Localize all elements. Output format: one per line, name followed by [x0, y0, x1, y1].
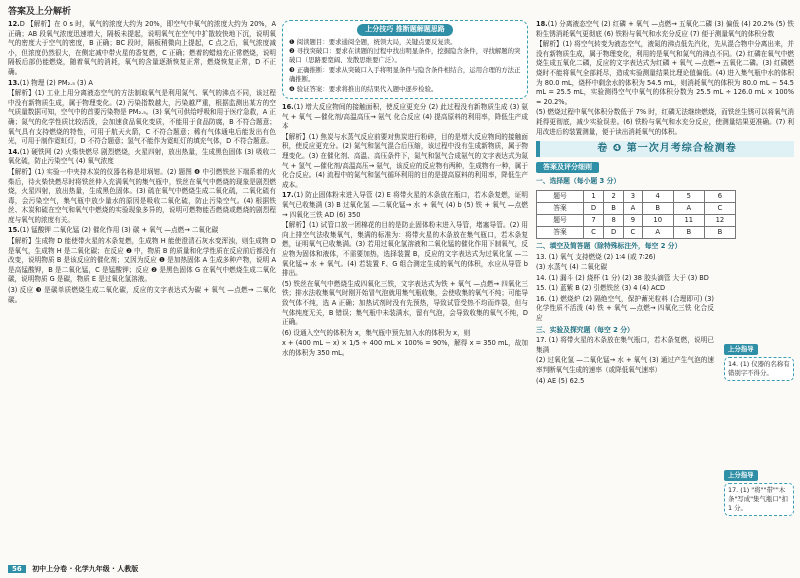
- answer-text: (1) 分离液态空气 (2) 红磷 + 氧气 —点燃→ 五氧化二磷 (3) 偏低 (4) 20.2% (5) 铁粉生锈消耗氧气更彻底 (6) 铁粉与氧气和水充分反应 (7) 便于测量氧气的体积分数: [536, 20, 794, 38]
- answer-paragraph: [536, 40, 794, 107]
- answer-paragraph: [282, 280, 528, 328]
- answer-line: (4) AE (5) 62.5: [536, 376, 585, 385]
- table-cell: 12: [704, 214, 735, 226]
- question-number: 18.: [536, 20, 548, 28]
- table-cell: 题号: [537, 190, 584, 202]
- table-cell: 4: [642, 190, 673, 202]
- table-cell: B: [673, 226, 704, 238]
- question-number: 14.: [8, 147, 20, 156]
- table-cell: B: [604, 202, 624, 214]
- fill-answers: [536, 253, 714, 324]
- answer-text: D 【解析】在 0 s 时，氧气的浓度大约为 20%，即空气中氧气的浓度大约为 20%，A 正确；AB 段氧气浓度迅速增大，隔板未提起，说明氧气在空气中扩散较快地下沉，说明氧气的密度大于空气的密度，B 正确；BC 段时，隔板稍微向上提起，C 点之后，氧气浓度减小，但浓度仍然很大，在侧定减中带火星的香复燃，C 正确；燃着的蜡烛充正常燃烧，说明隔板后部仍能燃烧，随着氧气的消耗，氧气的含量逐渐恢复正常，燃烧恢复正常，D 不正确。: [8, 20, 276, 76]
- answer-text: (5) 铁丝在氧气中燃烧生成四氧化三铁，文字表达式为铁 + 氧气 —点燃→ 四氧化三铁；排水法收集氧气时刚开始冒气泡就用集气瓶收集，会使收集的氧气不纯；可能导致气体不纯，选 A 正确；加热试剂时没有先预热，导致试管受热不均而炸裂，但与气体纯度无关，B 错误；集气瓶中未装满水，留有气泡，会导致收集的氧气不纯，D 正确。: [282, 279, 528, 327]
- exp-title: 三、实验及探究题（每空 2 分）: [536, 325, 634, 334]
- footer-text: 初中上分卷 · 化学九年级 · 人教版: [32, 565, 139, 573]
- answer-paragraph: [8, 148, 276, 167]
- table-row: [537, 190, 736, 202]
- tip-line: ❹ 验证答案：要求将推出的结果代入题中逐步检验。: [289, 84, 438, 93]
- answer-paragraph: [8, 89, 276, 147]
- answer-text: (3) 反应 ❸ 是碳单质燃烧生成二氧化碳，反应的文字表达式为碳 + 氧气 —点燃→ 二氧化碳。: [8, 286, 276, 304]
- answer-paragraph: [8, 286, 276, 305]
- tip-line: ❷ 寻找突破口：要求在读题的过程中找出明显条件，挖掘隐含条件，寻找解题的突破口（思路要宽阔、发散思维要广泛）。: [289, 47, 521, 65]
- side-note-1: [724, 344, 794, 381]
- answer-text: x + (400 mL − x) × 1/5 ÷ 400 mL × 100% = 90%，解得 x = 350 mL，故加水的体积为 350 mL。: [282, 339, 528, 357]
- answer-line: 14. (1) 漏斗 (2) 烧杯 (1 分) (2) 38 胶头滴管 大于 (3) BD: [536, 273, 709, 282]
- answer-line: 13. (1) 氧气 支持燃烧 (2) 1∶4 (或 7∶26): [536, 252, 656, 261]
- table-cell: 5: [673, 190, 704, 202]
- column-3-body: [536, 20, 794, 137]
- answer-text: (1) 防止固体粉末进入导管 (2) E 将带火星的木条放在瓶口，若木条复燃，证明氧气已收集满 (3) B 过氧化氢 —二氧化锰→ 水 + 氧气 (4) b (5) 铁 + 氧气 —点燃→ 四氧化三铁 AD (6) 350: [282, 191, 528, 219]
- answer-text: 【解析】生成物 D 能使带火星的木条复燃，生成物 H 能使澄清石灰水变浑浊，则生成物 D 是氧气，生成物 H 是二氧化碳；在反应 ❷ 中，物质 B 的质量和化学性质在反应前后都没有改变，说明物质 B 是该反应的催化剂；又因为反应 ❶ 是加热固体 A 生成多种产物，说明 A 是高锰酸钾，B 是二氧化锰，C 是锰酸钾；反应 ❷ 是黑色固体 G 在氧气中燃烧生成二氧化碳，说明物质 G 是碳，物质 E 是过氧化氢溶液。: [8, 237, 276, 284]
- answer-text: (1) 锰酸钾 二氧化锰 (2) 催化作用 (3) 碳 + 氧气 —点燃→ 二氧化碳: [19, 226, 219, 235]
- side-note-text: 14. (1) 仪器的名称有错别字不得分。: [724, 357, 794, 381]
- answer-paragraph: [282, 329, 528, 339]
- question-number: 17.: [282, 191, 294, 200]
- column-2: [282, 20, 528, 359]
- answer-table: [536, 190, 736, 239]
- answer-paragraph: [8, 168, 276, 226]
- answer-text: 【解析】(1) 工业上用分离液态空气的方法制取氧气是利用氮气、氧气的沸点不同，该过程中没有新物质生成，属于物理变化。(2) 污染指数越大，污染越严重，根据监测出某方的空气质量数据可知，空气中的首要污染物是 PM₂.₅。(3) 氧气可供给呼吸和用于医疗急救，A 正确；氮气的化学性质比较活泼，会加速食品氧化变质，不能用于食品防腐，B 不符合题意；氧气具有支持燃烧的特性，可用于航天火箭，C 不符合题意；稀有气体通电后能发出有色光，可用于制作霓虹灯，D 不符合题意；氢气不能作为霓虹灯的填充气体，D 不符合题意。: [8, 89, 276, 146]
- answer-paragraph: [282, 339, 528, 358]
- quick-answer-title: 答案及评分细则: [536, 162, 599, 174]
- table-cell: D: [604, 226, 624, 238]
- table-cell: 3: [624, 190, 643, 202]
- answer-paragraph: [8, 79, 276, 89]
- table-row: [537, 214, 736, 226]
- table-row: [537, 226, 736, 238]
- answer-text: 【解析】(1) 焦炭与水蒸气反应前要对焦炭进行粉碎，目的是增大反应物间的接触面积，使反应更充分。(2) 氮气和氢气混合后压缩，该过程中没有生成新物质，属于物理变化。(3) 在催化剂、高温、高压条件下，氮气和氢气合成氨气的文字表达式为氮气 + 氢气 —催化剂/高温高压→ 氨气，该反应的反应物有两种，生成物有一种，属于化合反应。(4) 流程中的氮气和氢气循环利用的目的是提高原料的利用率，降低生产成本。: [282, 132, 528, 189]
- answer-paragraph: [282, 221, 528, 279]
- page-header: 答案及上分解析: [8, 7, 72, 17]
- fill-title: 二、填空及简答题（除特殊标注外，每空 2 分）: [536, 241, 682, 250]
- page-footer: [8, 564, 138, 574]
- answer-paragraph: [536, 108, 794, 137]
- answer-text: (5) 燃烧过程中氧气体积分数低于 7% 时，红磷无法继续燃烧，而铁丝生锈可以将氧气消耗得更彻底，减少实验误差。(6) 铁粉与氧气和水充分反应，使测量结果更准确。(7) 利用改进后的装置测量，便于读出消耗氧气的体积。: [536, 108, 794, 136]
- question-number: 16.: [282, 103, 294, 112]
- side-note-tag: 上分指导: [724, 344, 758, 355]
- answer-text: 【解析】(1) 实验一中夹持木炭的仪器名称是坩埚钳。(2) 题图 ❹ 中引燃铁丝下端系着的火柴后，待火柴快燃尽时将铁丝伸入充满氧气的集气瓶中，铁丝在氧气中燃烧的现象是剧烈燃烧，火星四射，放出热量，生成黑色固体。(3) 硫在氧气中燃烧生成二氧化硫，二氧化硫有毒，会污染空气，集气瓶中放少量水的原因是吸收二氧化硫，防止污染空气。(4) 根据铁丝、木炭和硫在空气和氧气中燃烧的实验现象多异的，说明可燃物能否燃烧或燃烧的剧烈程度与氧气的浓度有关。: [8, 167, 276, 224]
- table-cell: 2: [604, 190, 624, 202]
- table-cell: 9: [624, 214, 643, 226]
- column-2-body: [282, 103, 528, 358]
- answer-paragraph: [282, 103, 528, 132]
- answer-line: (2) 过氧化氢 —二氧化锰→ 水 + 氧气 (3) 通过产生气泡的速率判断氧气生成的速率（或降低氧气速率）: [536, 356, 714, 375]
- answer-text: 【解析】(1) 试管口放一团棉花的目的是防止固体粉末进入导管，堵塞导管。(2) 用向上排空气法收集氧气，集满的标准为：将带火星的木条放在集气瓶口，若木条复燃，证明氧气已收集满。(3) 若用过氧化氢溶液和二氧化锰的催化作用下制氧气，反应物为固体和液体，不需要加热，选择装置 B，反应的文字表达式为过氧化氢 —二氧化锰→ 水 + 氧气。(4) 若装置 F、G 组合测定生成的氧气的体积，水应从导管 b 排出。: [282, 221, 528, 278]
- table-cell: C: [584, 226, 604, 238]
- table-row: [537, 202, 736, 214]
- table-cell: 7: [584, 214, 604, 226]
- side-note-tag: 上分指导: [724, 470, 758, 481]
- answer-line: 17. (1) 将带火星的木条放在集气瓶口，若木条复燃，说明已集满: [536, 336, 714, 354]
- side-note-2: [724, 470, 794, 516]
- table-cell: B: [704, 226, 735, 238]
- answer-text: (6) 设通入空气的体积为 x，集气瓶中预先加入水的体积为 x，则: [282, 328, 471, 337]
- answer-paragraph: [8, 20, 276, 78]
- exp-answers: [536, 336, 714, 386]
- answer-line: 16. (1) 燃烧炉 (2) 隔绝空气，保护蓄光粒料 (合理即可) (3) 化学性质不活泼 (4) 铁 + 氧气 —点燃→ 四氧化三铁 化合反应: [536, 294, 714, 323]
- table-cell: D: [584, 202, 604, 214]
- exam-banner: 卷 ❹ 第一次月考综合检测卷: [536, 141, 794, 157]
- table-cell: B: [642, 202, 673, 214]
- answer-paragraph: [536, 20, 794, 39]
- mc-title: 一、选择题（每小题 3 分）: [536, 177, 621, 186]
- answer-line: 15. (1) 蓝紫 B (2) 引燃铁丝 (3) 4 (4) ACD: [536, 284, 666, 293]
- side-note-text: 17. (1) "将""带""木条"写成"集气瓶口"扣 1 分。: [724, 483, 794, 516]
- answer-text: (1) 增大反应物间的接触面积，使反应更充分 (2) 此过程没有新物质生成 (3) 氨气 + 氧气 —催化剂/高温高压→ 氨气 化合反应 (4) 提高原料的利用率，降低生产成本: [282, 103, 528, 131]
- tip-line: ❶ 阅读题目：要求通阅全题，统领大局，关键点要反复读。: [289, 37, 457, 46]
- table-cell: A: [642, 226, 673, 238]
- table-cell: A: [624, 202, 643, 214]
- page-number: 56: [8, 565, 26, 573]
- answer-paragraph: [282, 133, 528, 191]
- answer-paragraph: [282, 191, 528, 220]
- table-cell: 1: [584, 190, 604, 202]
- answer-text: (1) 硬铁网 (2) 火柴快燃尽 剧烈燃烧，火星四射，放出热量，生成黑色固体 (3) 吸收二氧化硫，防止污染空气 (4) 氧气浓度: [8, 147, 276, 166]
- question-number: 13.: [8, 78, 20, 87]
- table-cell: 10: [642, 214, 673, 226]
- table-cell: 答案: [537, 202, 584, 214]
- answer-paragraph: [8, 237, 276, 285]
- answer-line: (3) 水蒸气 (4) 二氧化碳: [536, 263, 608, 272]
- tips-title: 上分技巧 推断题解题思路: [357, 24, 452, 36]
- answer-paragraph: [8, 226, 276, 236]
- table-cell: 8: [604, 214, 624, 226]
- tips-box: [282, 20, 528, 99]
- answer-text: 【解析】(1) 将空气转变为液态空气，液氮的沸点低先汽化，先从混合物中分离出来，并没有新物质生成，属于物理变化，利用的是氧气和氮气的沸点不同。(2) 红磷在氧气中燃烧生成五氧化二磷，反应的文字表达式为红磷 + 氧气 —点燃→ 五氧化二磷。(3) 红磷燃烧时不能将氧气全部耗尽，造成实验测量结果比理论值偏低。(4) 进入集气瓶中水的体积为 80.0 mL，烧杯中剩余水的体积为 54.5 mL，则消耗氧气的体积为 80.0 mL − 54.5 mL = 25.5 mL，实验测得空气中氧气的体积分数为 25.5 mL ÷ 126.0 mL × 100% ≈ 20.2%。: [536, 40, 794, 106]
- answer-text: (1) 物理 (2) PM₂.₅ (3) A: [19, 78, 93, 87]
- table-cell: C: [624, 226, 643, 238]
- question-number: 15.: [8, 226, 20, 235]
- column-1: [8, 20, 276, 306]
- table-cell: 答案: [537, 226, 584, 238]
- question-number: 12.: [8, 20, 20, 28]
- table-cell: C: [704, 202, 735, 214]
- table-cell: 6: [704, 190, 735, 202]
- table-cell: 题号: [537, 214, 584, 226]
- column-3: [536, 20, 794, 387]
- table-cell: A: [673, 202, 704, 214]
- table-cell: 11: [673, 214, 704, 226]
- tip-line: ❸ 正确推断：要求从突破口入手将明显条件与隐含条件相结合，运用合理的方法正确推断。: [289, 65, 521, 84]
